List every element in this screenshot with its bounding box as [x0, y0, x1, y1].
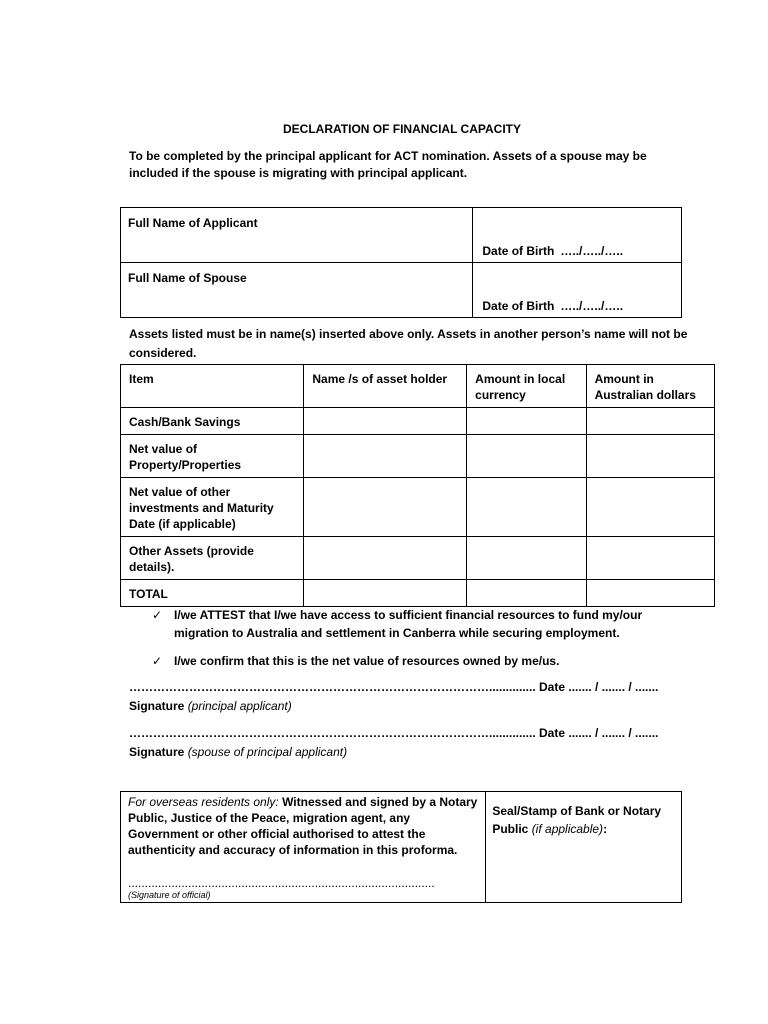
witness-text: For overseas residents only: Witnessed and signed by a Notary Public, Justice of the Peace, migration agent, any Government or other official authorised to attest the authenticity and accuracy of information in this proforma. [128, 795, 478, 857]
cell-holder[interactable] [304, 537, 467, 580]
cell-local[interactable] [467, 435, 586, 478]
header-holder: Name /s of asset holder [304, 365, 467, 408]
spouse-name-cell[interactable] [121, 263, 473, 318]
confirm-item [152, 652, 712, 672]
applicant-name-cell[interactable] [121, 208, 473, 263]
assets-note: Assets listed must be in name(s) inserted above only. Assets in another person’s name will not be considered. [129, 327, 688, 360]
applicant-table [120, 207, 682, 318]
spouse-name-label: Full Name of Spouse [128, 271, 247, 285]
row-label: Cash/Bank Savings [121, 408, 304, 435]
cell-local[interactable] [467, 408, 586, 435]
official-signature-label: (Signature of official) [128, 890, 211, 900]
header-aud: Amount in Australian dollars [586, 365, 714, 408]
cell-holder[interactable] [304, 408, 467, 435]
principal-signature-label: Signature (principal applicant) [129, 699, 292, 713]
row-label: Other Assets (provide details). [121, 537, 304, 580]
witness-cell[interactable] [121, 792, 486, 903]
confirm-text: I/we confirm that this is the net value of resources owned by me/us. [174, 654, 560, 668]
row-label: Net value of Property/Properties [121, 435, 304, 478]
cell-holder[interactable] [304, 435, 467, 478]
row-label-total: TOTAL [121, 580, 304, 607]
witness-table [120, 791, 682, 903]
principal-signature-line[interactable]: ……………………………………………………………………………….............. Date ....... / ....... / ....... [129, 680, 659, 694]
applicant-name-label: Full Name of Applicant [128, 216, 258, 230]
table-row [121, 435, 715, 478]
table-row [121, 408, 715, 435]
seal-cell[interactable] [486, 792, 682, 903]
applicant-dob-cell[interactable] [473, 208, 682, 263]
table-row [121, 537, 715, 580]
intro-text: To be completed by the principal applicant for ACT nomination. Assets of a spouse may be included if the spouse is migrating with principal applicant. [129, 149, 647, 180]
table-row [121, 580, 715, 607]
attest-item [152, 606, 712, 644]
applicant-dob: Date of Birth …../…../….. [482, 244, 624, 258]
assets-table [120, 364, 715, 607]
cell-local[interactable] [467, 580, 586, 607]
spouse-dob-cell[interactable] [473, 263, 682, 318]
header-local: Amount in local currency [467, 365, 586, 408]
seal-label: Seal/Stamp of Bank or Notary Public (if applicable): [492, 804, 662, 836]
spouse-signature-label: Signature (spouse of principal applicant) [129, 745, 348, 759]
spouse-dob: Date of Birth …../…../….. [482, 299, 624, 313]
cell-aud[interactable] [586, 478, 714, 537]
cell-local[interactable] [467, 478, 586, 537]
cell-aud[interactable] [586, 537, 714, 580]
spouse-signature-line[interactable]: ……………………………………………………………………………….............. Date ....... / ....... / ....... [129, 726, 659, 740]
page-title: DECLARATION OF FINANCIAL CAPACITY [283, 122, 521, 136]
cell-local[interactable] [467, 537, 586, 580]
header-item: Item [121, 365, 304, 408]
official-signature-line: ............................................................................................ [128, 876, 435, 890]
checkmark-icon: ✓ [152, 608, 163, 622]
checkmark-icon: ✓ [152, 654, 163, 668]
attest-text: I/we ATTEST that I/we have access to sufficient financial resources to fund my/our migration to Australia and settlement in Canberra while securing employment. [174, 608, 643, 640]
cell-aud[interactable] [586, 580, 714, 607]
assets-header-row [121, 365, 715, 408]
cell-holder[interactable] [304, 478, 467, 537]
cell-holder[interactable] [304, 580, 467, 607]
table-row [121, 478, 715, 537]
cell-aud[interactable] [586, 435, 714, 478]
row-label: Net value of other investments and Maturity Date (if applicable) [121, 478, 304, 537]
cell-aud[interactable] [586, 408, 714, 435]
